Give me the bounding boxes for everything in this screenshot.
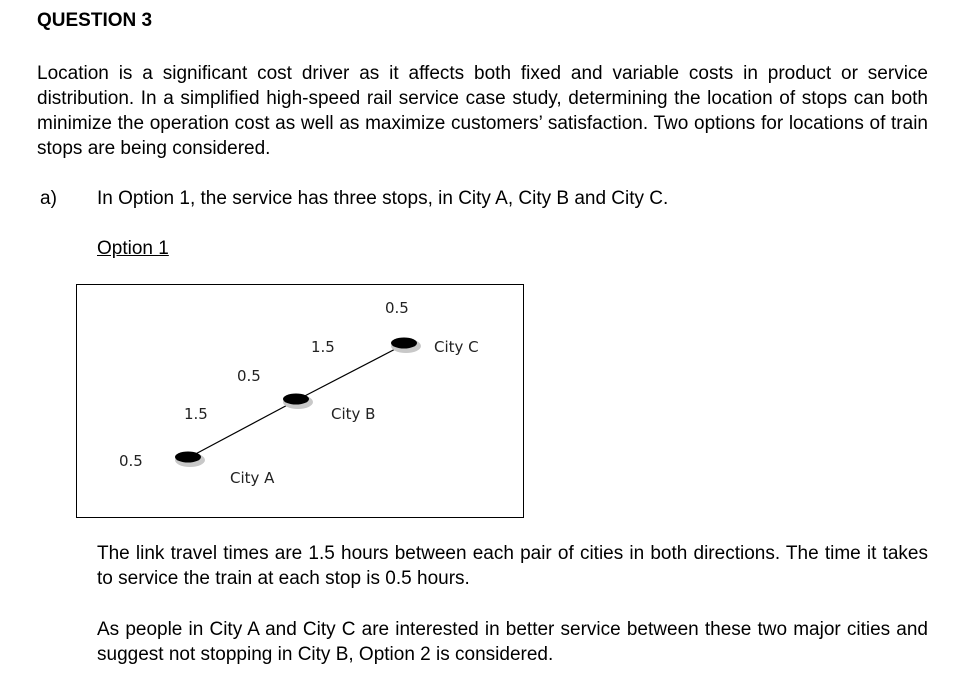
city-b-label: City B <box>331 405 376 423</box>
stop-city-c-icon <box>391 338 421 354</box>
stop-city-b-icon <box>283 394 313 410</box>
travel-time-a-b: 1.5 <box>184 405 208 423</box>
part-a-text: In Option 1, the service has three stops, in City A, City B and City C. <box>97 188 669 209</box>
option-1-diagram <box>76 284 524 518</box>
option-2-paragraph: As people in City A and City C are interested in better service between these two major cities and suggest not stopping in City B, Option 2 is considered. <box>97 619 928 665</box>
city-a-label: City A <box>230 469 275 487</box>
part-a-marker: a) <box>40 188 57 209</box>
link-times-paragraph: The link travel times are 1.5 hours between each pair of cities in both directions. The time it takes to service the train at each stop is 0.5 hours. <box>97 543 928 589</box>
route-diagram-svg <box>77 285 525 519</box>
option-1-heading: Option 1 <box>97 238 169 259</box>
question-title: QUESTION 3 <box>37 10 153 31</box>
travel-time-b-c: 1.5 <box>311 338 335 356</box>
stop-city-a-icon <box>175 452 205 468</box>
service-time-city-b: 0.5 <box>237 367 261 385</box>
service-time-city-a: 0.5 <box>119 452 143 470</box>
intro-paragraph: Location is a significant cost driver as it affects both fixed and variable costs in product or service distribution. In a simplified high-speed rail service case study, determining the location of stops can both minimize the operation cost as well as maximize customers’ satisfaction. Two options for locations of train stops are being considered. <box>37 63 928 159</box>
service-time-city-c: 0.5 <box>385 299 409 317</box>
city-c-label: City C <box>434 338 479 356</box>
